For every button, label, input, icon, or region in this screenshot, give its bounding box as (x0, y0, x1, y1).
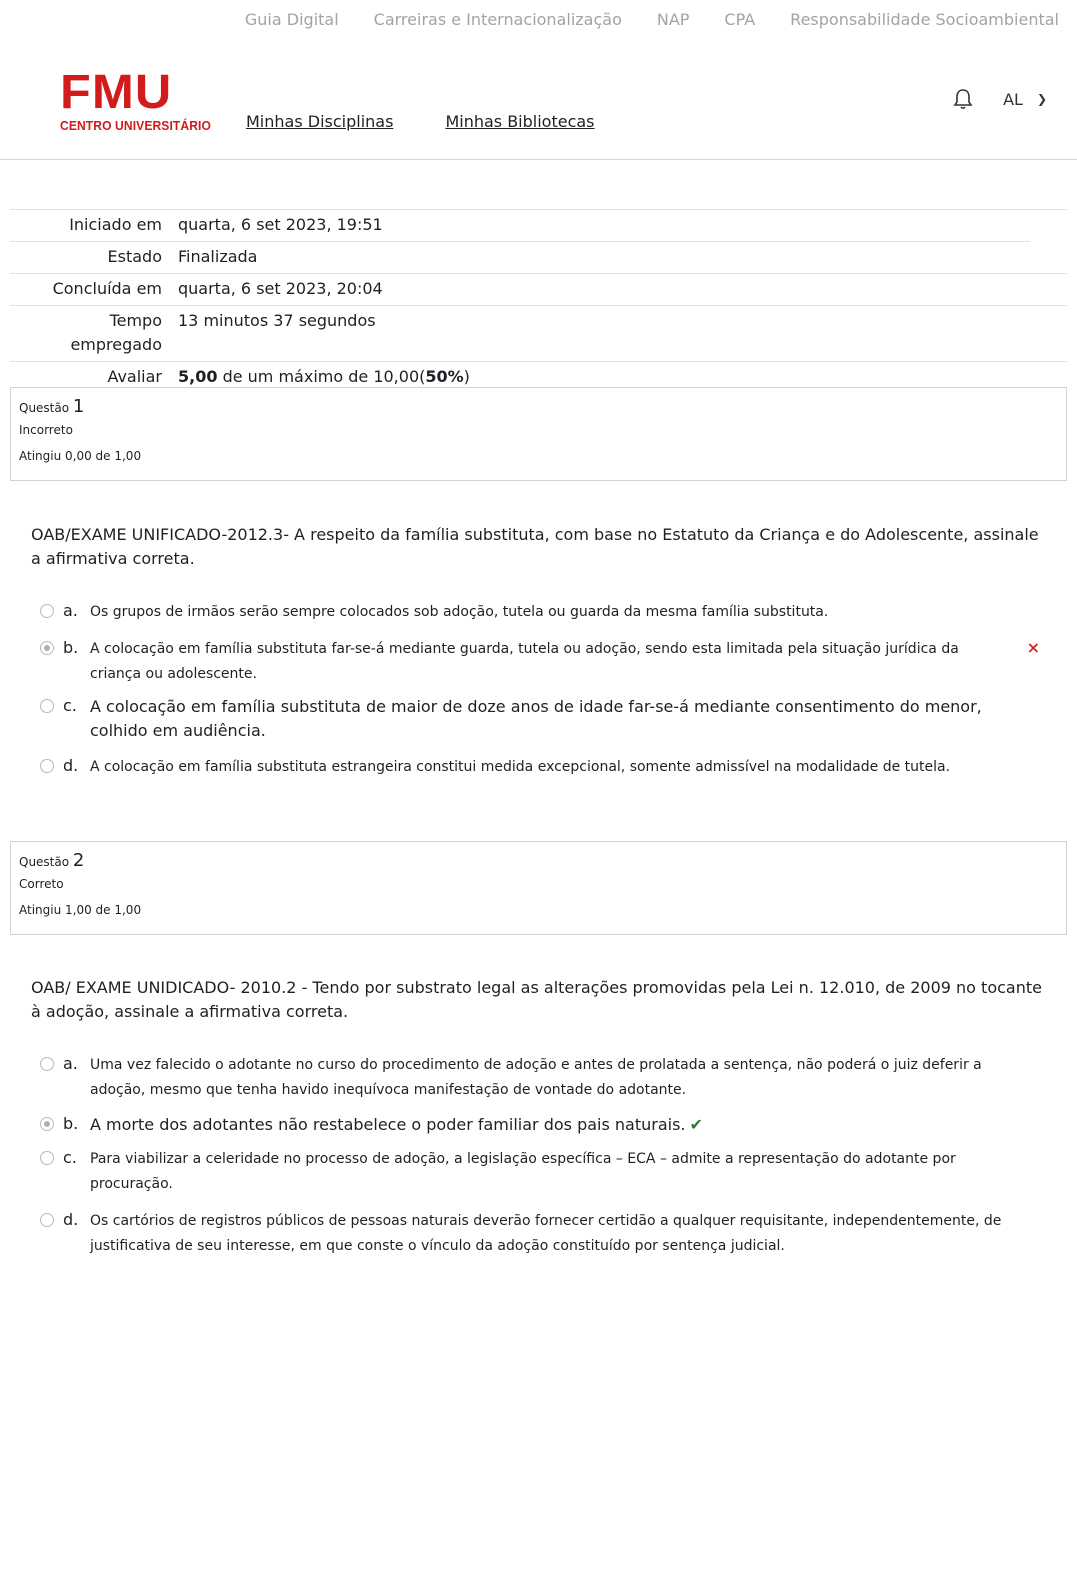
question-1-info (10, 387, 1067, 481)
radio-button[interactable] (40, 1057, 54, 1071)
started-label: Iniciado em (69, 215, 162, 234)
question-label: Questão (19, 401, 70, 415)
question-number-value: 1 (72, 396, 85, 417)
correct-check-icon: ✔ (689, 1115, 703, 1134)
radio-button[interactable] (40, 1151, 54, 1165)
question-number (19, 850, 1058, 871)
time-label-line2: empregado (70, 335, 162, 354)
grade-label: Avaliar (107, 367, 162, 386)
completed-value: quarta, 6 set 2023, 20:04 (178, 279, 383, 298)
question-number-value: 2 (72, 850, 85, 871)
question-2-info (10, 841, 1067, 935)
top-links (245, 10, 1059, 29)
summary-row-time (10, 306, 1067, 362)
radio-button[interactable] (40, 604, 54, 618)
answer-text: Uma vez falecido o adotante no curso do procedimento de adoção e antes de prolatada a sentença, não poderá o juiz deferir a adoção, mesmo que tenha havido inequívoca manifestação de vontade do adotante. (90, 1057, 982, 1098)
answer-text: A colocação em família substituta estrangeira constitui medida excepcional, somente admissível na modalidade de tutela. (90, 759, 951, 775)
grade-mid: de um máximo de 10,00( (217, 367, 426, 386)
question-grade: Atingiu 1,00 de 1,00 (19, 903, 142, 917)
user-area (953, 88, 1047, 110)
site-header (0, 58, 1077, 160)
state-label: Estado (107, 247, 162, 266)
main-nav (246, 112, 595, 131)
time-label (10, 309, 162, 357)
logo-mark: FMU (60, 66, 173, 119)
summary-row-started (10, 210, 1030, 242)
question-1-text: OAB/EXAME UNIFICADO-2012.3- A respeito da família substituta, com base no Estatuto da Criança e do Adolescente, assinale a afirmativa correta. (31, 525, 1039, 568)
toplink-carreiras[interactable]: Carreiras e Internacionalização (373, 10, 622, 29)
radio-button-selected[interactable] (40, 641, 54, 655)
logo-subtitle: CENTRO UNIVERSITÁRIO (60, 118, 211, 133)
completed-label: Concluída em (52, 279, 162, 298)
started-value: quarta, 6 set 2023, 19:51 (178, 215, 383, 234)
answer-letter: c. (63, 1148, 77, 1167)
time-value: 13 minutos 37 segundos (178, 311, 376, 330)
question-2-text: OAB/ EXAME UNIDICADO- 2010.2 - Tendo por substrato legal as alterações promovidas pela Lei n. 12.010, de 2009 no tocante à adoção, assinale a afirmativa correta. (31, 978, 1042, 1021)
summary-row-state (10, 242, 1067, 274)
answer-option-selected[interactable] (40, 1113, 1040, 1137)
answer-text: A colocação em família substituta de maior de doze anos de idade far-se-á mediante consentimento do menor, colhido em audiência. (90, 697, 982, 740)
answer-option-selected[interactable] (40, 637, 1040, 687)
question-grade: Atingiu 0,00 de 1,00 (19, 449, 142, 463)
toplink-responsabilidade[interactable]: Responsabilidade Socioambiental (790, 10, 1059, 29)
incorrect-x-icon: × (1026, 638, 1040, 657)
radio-button[interactable] (40, 699, 54, 713)
radio-button[interactable] (40, 759, 54, 773)
answer-letter: d. (63, 1210, 79, 1229)
toplink-guia-digital[interactable]: Guia Digital (244, 10, 339, 29)
grade-score: 5,00 (178, 367, 218, 386)
user-menu[interactable] (1003, 90, 1047, 109)
grade-percent: 50% (425, 367, 464, 386)
answer-letter: a. (63, 1054, 78, 1073)
question-2-answers (40, 1053, 1040, 1273)
radio-button-selected[interactable] (40, 1117, 54, 1131)
answer-letter: c. (63, 696, 77, 715)
answer-option[interactable] (40, 695, 1040, 743)
answer-letter: b. (63, 1114, 79, 1133)
question-state: Correto (19, 877, 64, 891)
question-number (19, 396, 1058, 417)
radio-button[interactable] (40, 1213, 54, 1227)
question-label: Questão (19, 855, 70, 869)
answer-text: A colocação em família substituta far-se-á mediante guarda, tutela ou adoção, sendo esta limitada pela situação jurídica da criança ou adolescente. (90, 641, 959, 682)
grade-end: ) (463, 367, 470, 386)
grade-value (162, 365, 470, 389)
answer-option[interactable] (40, 1147, 1040, 1197)
answer-text-content: A morte dos adotantes não restabelece o poder familiar dos pais naturais. (90, 1115, 686, 1134)
question-state: Incorreto (19, 423, 73, 437)
toplink-nap[interactable]: NAP (656, 10, 690, 29)
answer-text: Os grupos de irmãos serão sempre colocados sob adoção, tutela ou guarda da mesma família substituta. (90, 604, 829, 620)
time-label-line1: Tempo (109, 311, 162, 330)
question-1-answers (40, 600, 1040, 794)
toplink-cpa[interactable]: CPA (724, 10, 756, 29)
answer-letter: d. (63, 756, 79, 775)
nav-minhas-disciplinas[interactable]: Minhas Disciplinas (246, 112, 394, 131)
answer-option[interactable] (40, 600, 1040, 625)
answer-option[interactable] (40, 1053, 1040, 1103)
user-initials: AL (1003, 89, 1023, 109)
answer-text: Os cartórios de registros públicos de pessoas naturais deverão fornecer certidão a qualquer requisitante, independentemente, de justificativa de seu interesse, em que conste o vínculo da adoção constituído por sentença judicial. (90, 1213, 1002, 1254)
state-value: Finalizada (178, 247, 258, 266)
answer-option[interactable] (40, 1209, 1040, 1259)
nav-minhas-bibliotecas[interactable]: Minhas Bibliotecas (445, 112, 595, 131)
answer-option[interactable] (40, 755, 1040, 780)
chevron-down-icon: ❯ (1036, 92, 1047, 106)
answer-text: Para viabilizar a celeridade no processo de adoção, a legislação específica – ECA – admite a representação do adotante por procuração. (90, 1151, 956, 1192)
answer-text (84, 1113, 1040, 1137)
summary-row-completed (10, 274, 1067, 306)
notification-bell-icon[interactable] (953, 88, 973, 110)
answer-letter: a. (63, 601, 78, 620)
fmu-logo[interactable] (60, 66, 211, 133)
answer-letter: b. (63, 638, 79, 657)
attempt-summary (10, 209, 1067, 393)
